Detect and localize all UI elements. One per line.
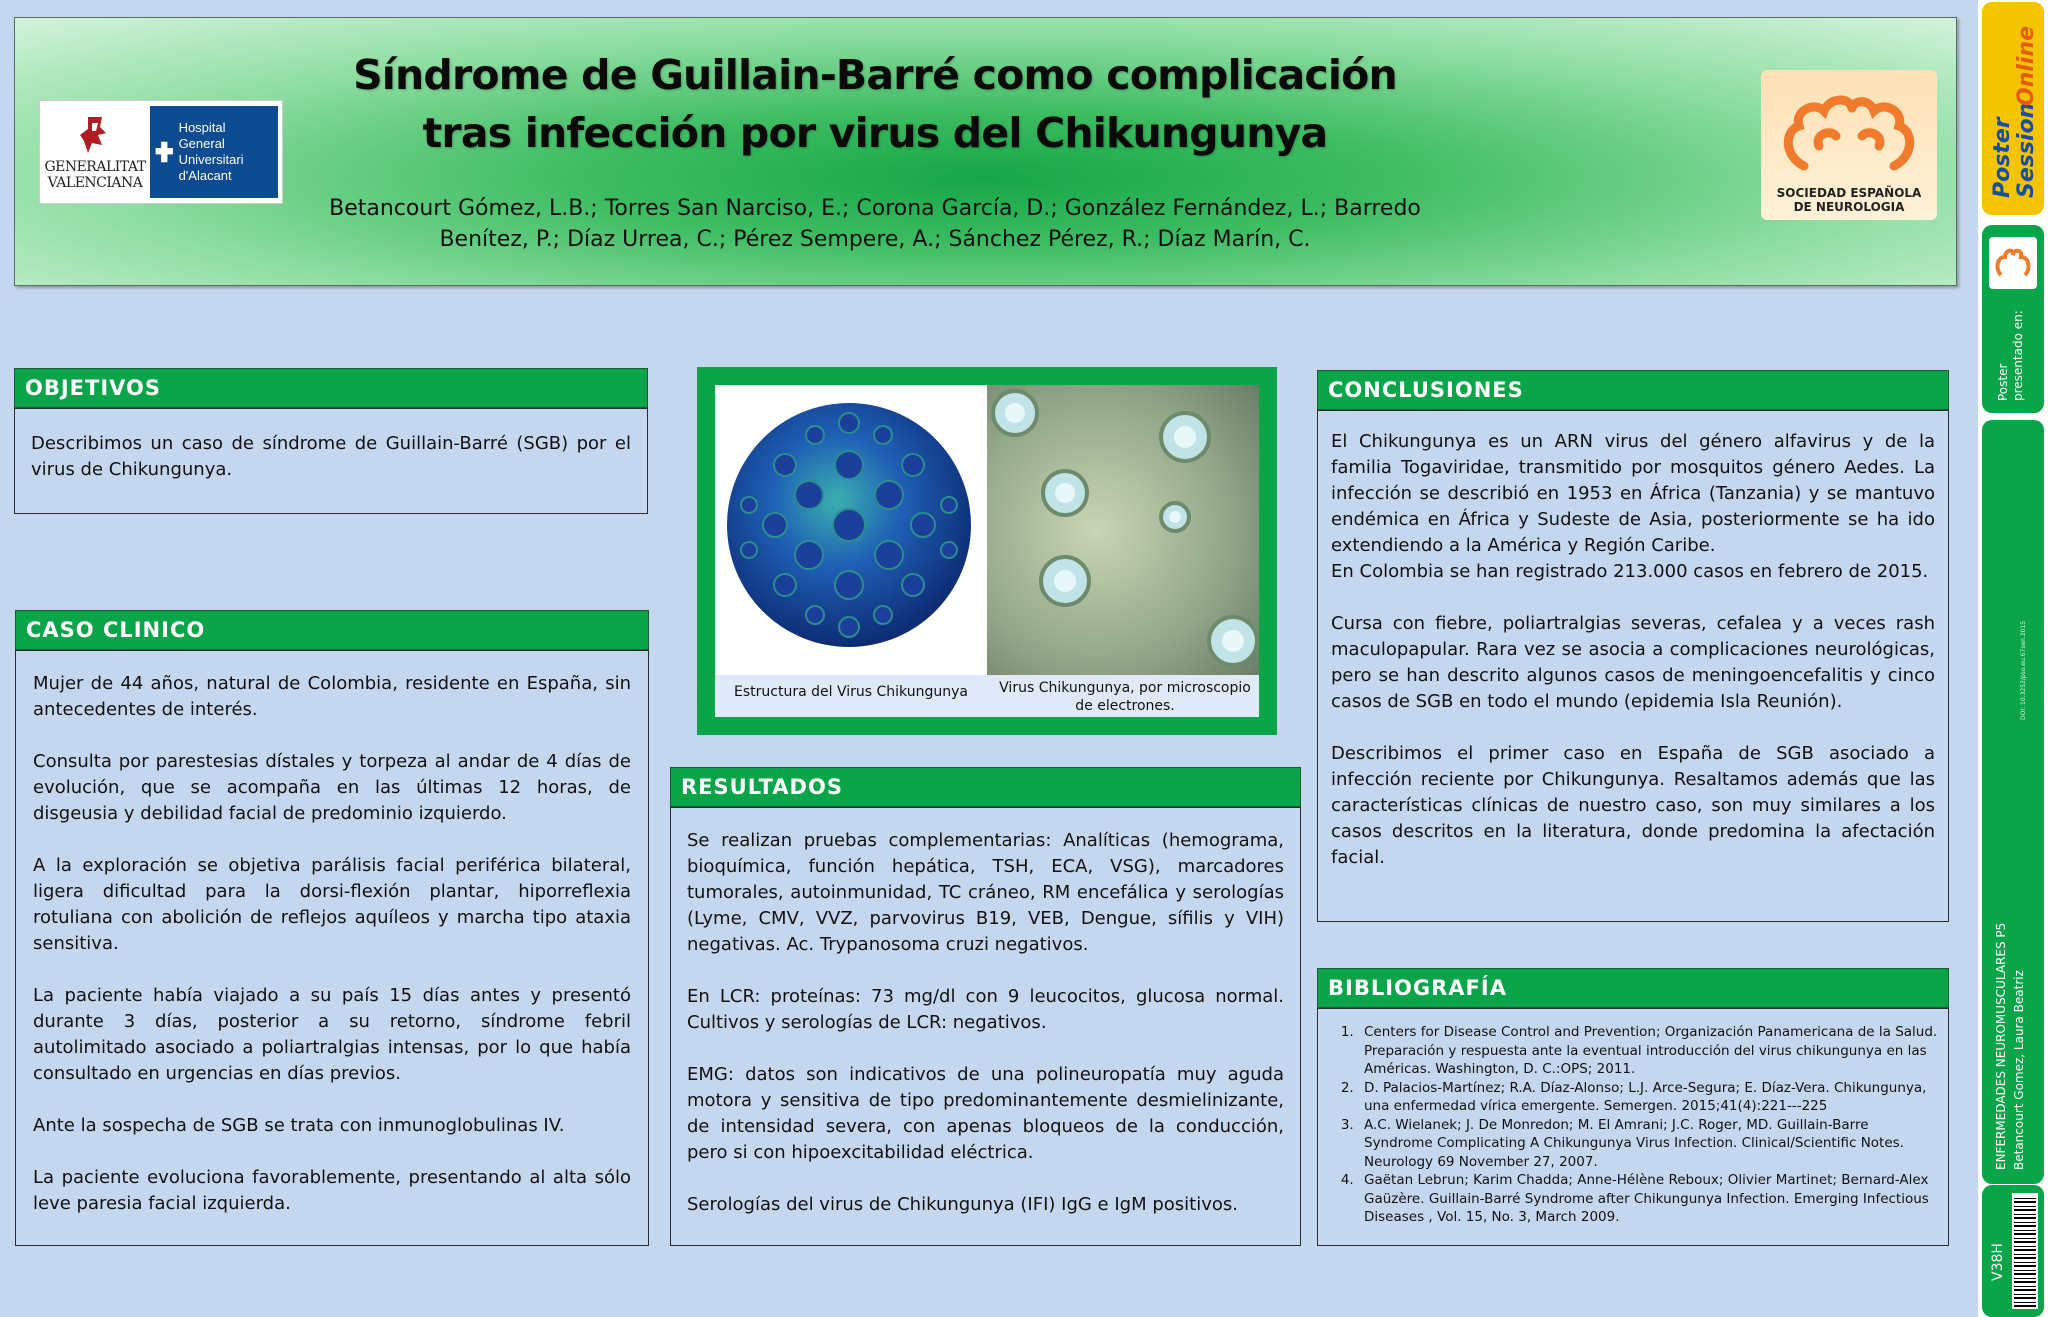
logo-sociedad-neurologia [1761,70,1937,220]
resultados-heading: RESULTADOS [670,767,1301,807]
bibliografia-item: 3. A.C. Wielanek; J. De Monredon; M. El Amrani; J.C. Roger, MD. Guillain-Barre Syndrome Complicating A Chikungunya Virus Infection. Clinical/Scientific Notes. Neurology 69 November 27, 2007. [1358,1116,1938,1172]
conclusiones-text [1331,429,1935,871]
category-label: ENFERMEDADES NEUROMUSCULARES P5 [1994,922,2008,1170]
sen-line1: SOCIEDAD ESPAÑOLA [1776,186,1922,200]
poster-code: V38H [1990,1243,2006,1281]
barcode-icon [2012,1193,2038,1309]
generalitat-logo [40,101,150,203]
objetivos-box [14,408,648,514]
sidebar-code-panel [1982,1185,2044,1317]
resultados-paragraph: EMG: datos son indicativos de una polineuropatía muy aguda motora y sensitiva de tipo predominantemente desmielinizante, de intensidad severa, con apenas bloqueos de la conducción, pero si con hipoexcitabilidad eléctrica. [687,1064,1284,1163]
conclusiones-box [1317,410,1949,922]
virus-structure-image [715,385,987,675]
generalitat-emblem-icon [78,113,112,159]
doi-label: DOI: 10.3252/pso.eu.67sen.2015 [2020,620,2027,720]
bibliografia-item: 1. Centers for Disease Control and Prevention; Organización Panamericana de la Salud. Preparación y respuesta ante la eventual introducción del virus chikungunya en las Américas. Washington, D. C.:OPS; 2011. [1358,1023,1938,1079]
sidebar-category-panel [1982,420,2044,1184]
caption-structure: Estructura del Virus Chikungunya [734,684,968,700]
caso-paragraph: La paciente evoluciona favorablemente, presentando al alta sólo leve paresia facial izquierda. [33,1167,631,1214]
logo-generalitat-hospital [39,100,283,204]
conclusiones-paragraph: Describimos el primer caso en España de SGB asociado a infección reciente por Chikungunya. Resaltamos además que las características clínicas de nuestro caso, son muy similares a los casos descritos en la literatura, donde predomina la afectación facial. [1331,743,1935,868]
poster-session-sidebar [1978,0,2048,1317]
brand-poster: Poster [1990,117,2015,198]
hospital-cross-icon [154,137,175,167]
resultados-paragraph: Serologías del virus de Chikungunya (IFI) IgG e IgM positivos. [687,1194,1238,1215]
virus-figure-inner [715,385,1259,717]
objetivos-text: Describimos un caso de síndrome de Guillain-Barré (SGB) por el virus de Chikungunya. [31,433,631,480]
conclusiones-heading: CONCLUSIONES [1317,370,1949,410]
caso-paragraph: A la exploración se objetiva parálisis facial periférica bilateral, ligera dificultad para la dorsi-flexión plantar, hiporreflexia rotuliana con abolición de reflejos aquíleos y marcha tipo ataxia sensitiva. [33,855,631,954]
conclusiones-paragraph: En Colombia se han registrado 213.000 casos en febrero de 2015. [1331,561,1929,582]
sen-mini-logo [1989,237,2037,289]
caso-paragraph: Mujer de 44 años, natural de Colombia, residente en España, sin antecedentes de interés. [33,673,631,720]
poster-title: Síndrome de Guillain-Barré como complicación tras infección por virus del Chikungunya [353,51,1397,157]
caso-paragraph: La paciente había viajado a su país 15 días antes y presentó durante 3 días, posterior a su retorno, síndrome febril autolimitado asociado a poliartralgias intensas, por lo que había consultado en urgencias en días previos. [33,985,631,1084]
generalitat-line1: GENERALITAT [44,159,146,175]
bibliografia-item: 2. D. Palacios-Martínez; R.A. Díaz-Alonso; L.J. Arce-Segura; E. Díaz-Vera. Chikungunya, una enfermedad vírica emergente. Semergen. 2015;41(4):221---225 [1358,1079,1938,1116]
virus-microscope-image [987,385,1259,675]
brand-session: Session [2014,102,2039,198]
presented-at-label: Poster presentado en: [1996,310,2025,401]
virus-figure [697,367,1277,735]
conclusiones-paragraph: El Chikungunya es un ARN virus del género alfavirus y de la familia Togaviridae, transmitido por mosquitos género Aedes. La infección se describió en 1953 en África (Tanzania) y se mantuvo endémica en África y Sudeste de Asia, posteriormente se ha ido extendiendo a la América y Región Caribe. [1331,431,1935,556]
poster-header [14,17,1957,286]
author-label: Betancourt Gomez, Laura Beatriz [2012,970,2026,1170]
bibliografia-item: 4. Gaëtan Lebrun; Karim Chadda; Anne-Hélène Reboux; Olivier Martinet; Bernard-Alex Gaüzère. Guillain-Barré Syndrome after Chikungunya Infection. Emerging Infectious Diseases , Vol. 15, No. 3, March 2009. [1358,1171,1938,1227]
caso-paragraph: Consulta por parestesias dístales y torpeza al andar de 4 días de evolución, que se acompaña en las últimas 12 horas, de disgeusia y debilidad facial de predominio izquierdo. [33,751,631,824]
caso-clinico-text [33,671,631,1217]
caso-clinico-box [15,650,649,1246]
generalitat-line2: VALENCIANA [47,175,143,191]
hospital-line2: Universitari d'Alacant [178,152,244,183]
caption-microscope: Virus Chikungunya, por microscopio de electrones. [999,680,1251,714]
resultados-text [687,828,1284,1218]
hospital-logo [150,106,278,198]
resultados-box [670,807,1301,1246]
poster-authors: Betancourt Gómez, L.B.; Torres San Narciso, E.; Corona García, D.; González Fernández, L.; Barredo Benítez, P.; Díaz Urrea, C.; Pérez Sempere, A.; Sánchez Pérez, R.; Díaz Marín, C. [329,196,1421,252]
bibliografia-box [1317,1008,1949,1246]
bibliografia-heading: BIBLIOGRAFÍA [1317,968,1949,1008]
resultados-paragraph: Se realizan pruebas complementarias: Analíticas (hemograma, bioquímica, función hepática, TSH, ECA, VSG), marcadores tumorales, autoinmunidad, TC cráneo, RM encefálica y serologías (Lyme, CMV, VVZ, parvovirus B19, VEB, Dengue, sífilis y VIH) negativas. Ac. Trypanosoma cruzi negativos. [687,830,1284,955]
conclusiones-paragraph: Cursa con fiebre, poliartralgias severas, cefalea y a veces rash maculopapular. Rara vez se asocia a complicaciones neurológicas, pero se han descrito algunos casos de meningoencefalitis y cinco casos de SGB en todo el mundo (epidemia Isla Reunión). [1331,613,1935,712]
caso-clinico-heading: CASO CLINICO [15,610,649,650]
caso-paragraph: Ante la sospecha de SGB se trata con inmunoglobulinas IV. [33,1115,565,1136]
resultados-paragraph: En LCR: proteínas: 73 mg/dl con 9 leucocitos, glucosa normal. Cultivos y serologías de LCR: negativos. [687,986,1284,1033]
objetivos-heading: OBJETIVOS [14,368,648,408]
brain-logo-icon [1774,86,1924,186]
sidebar-presented-panel [1982,225,2044,413]
brand-online: Online [2014,25,2039,106]
hospital-line1: Hospital General [178,120,226,151]
bibliografia-list [1328,1023,1938,1227]
poster-session-online-logo [1982,2,2044,215]
sen-line2: DE NEUROLOGIA [1793,200,1905,214]
brain-mini-icon [1993,245,2033,281]
